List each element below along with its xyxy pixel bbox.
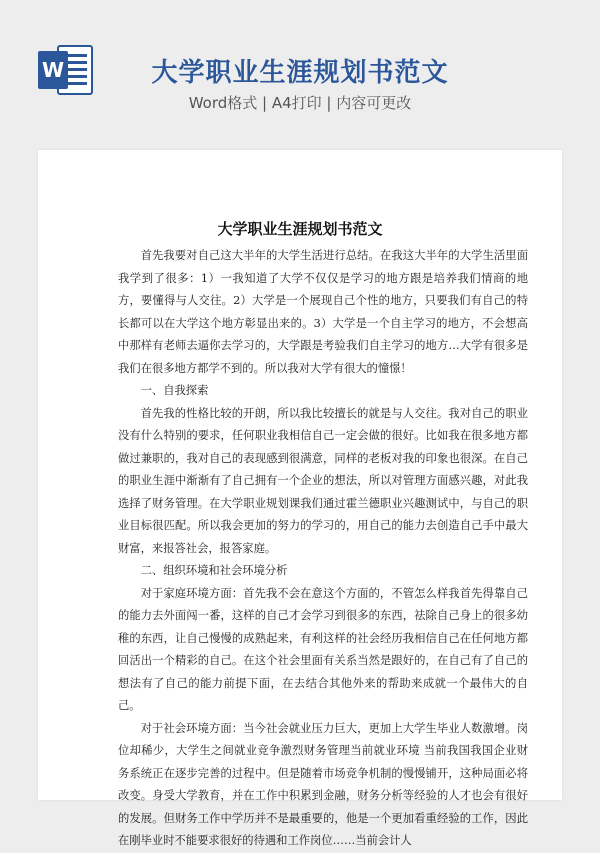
section-heading-environment: 二、组织环境和社会环境分析 [140,564,288,577]
paragraph-social-environment: 对于社会环境方面：当今社会就业压力巨大，更加上大学生毕业人数激增。岗位却稀少，大学生之间就业竞争激烈财务管理当前就业环境 当前我国我国企业财务系统正在逐步完善的过程中。但是随着市场竞争机制的慢慢铺开，这种局面必将改变。身受大学教育，并在工作中积累到金融，财务分析等经验的人才也会有很好的发展。但财务工作中学历并不是最重要的，他是一个更加看重经验的工作，因此在刚毕业时不能要求很好的待遇和工作岗位……当前会计人 [118,721,528,847]
section-heading-self-exploration: 一、自我探索 [140,384,209,397]
document-body [118,245,528,853]
page-subtitle: Word格式 | A4打印 | 内容可更改 [188,94,412,112]
paragraph-self-exploration: 首先我的性格比较的开朗，所以我比较擅长的就是与人交往。我对自己的职业没有什么特别的要求，任何职业我相信自己一定会做的很好。比如我在很多地方都做过兼职的，我对自己的表现感到很满意，同样的老板对我的印象也很深。在自己的职业生涯中渐渐有了自己拥有一个企业的想法，所以对管理方面感兴趣，对此我选择了财务管理。在大学职业规划课我们通过霍兰德职业兴趣测试中，与自己的职业目标很匹配。所以我会更加的努力的学习的，用自己的能力去创造自己手中最大财富，来报答社会，报答家庭。 [118,406,528,555]
word-icon-letter: W [41,58,65,82]
paragraph-family-environment: 对于家庭环境方面：首先我不会在意这个方面的，不管怎么样我首先得靠自己的能力去外面闯一番，这样的自己才会学习到很多的东西，祛除自己身上的很多幼稚的东西，让自己慢慢的成熟起来，有利这样的社会经历我相信自己在任何地方都回活出一个精彩的自己。在这个社会里面有关系当然是跟好的，在自己有了自己的想法有了自己的能力前提下面，在去结合其他外来的帮助来成就一个最伟大的自己。 [118,586,528,712]
document-page [38,150,562,847]
header [0,0,600,150]
page-title: 大学职业生涯规划书范文 [151,58,449,88]
paragraph-intro: 首先我要对自己这大半年的大学生活进行总结。在我这大半年的大学生活里面我学到了很多：1）一我知道了大学不仅仅是学习的地方跟是培养我们情商的地方，要懂得与人交往。2）大学是一个展现自己个性的地方，只要我们有自己的特长都可以在大学这个地方彰显出来的。3）大学是一个自主学习的地方，不会想高中那样有老师去逼你去学习的，大学跟是考验我们自主学习的地方…大学有很多是我们在很多地方都学不到的。所以我对大学有很大的憧憬！ [118,249,528,375]
document-title: 大学职业生涯规划书范文 [217,220,383,238]
